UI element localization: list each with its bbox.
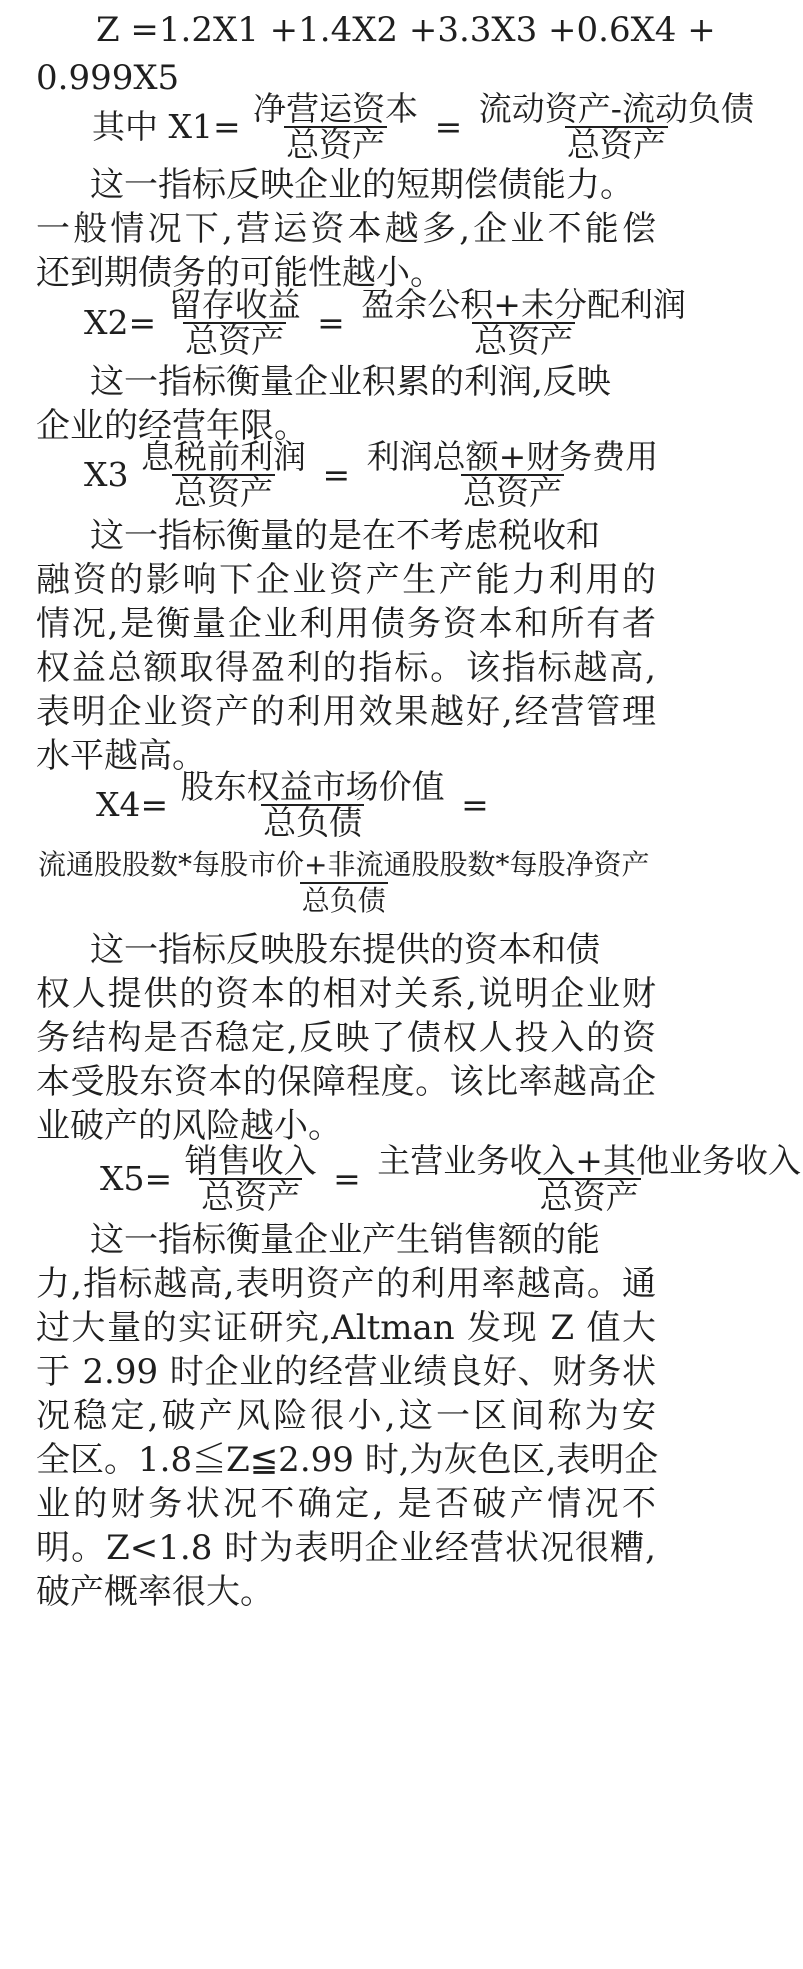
x5-numerator-1: 销售收入 — [184, 1141, 317, 1180]
z-formula-line1: Z =1.2X1 +1.4X2 +3.3X3 +0.6X4 + — [96, 10, 716, 50]
x3-denominator-2: 总资产 — [462, 473, 562, 512]
x4-label: X4= — [96, 785, 169, 824]
x4-fraction-2 — [36, 848, 651, 918]
x4-numerator-1: 股东权益市场价值 — [180, 767, 445, 806]
x1-numerator-1: 净营运资本 — [253, 89, 419, 128]
x3-numerator-2: 利润总额+财务费用 — [366, 437, 659, 476]
x1-equals: = — [434, 107, 463, 146]
x2-denominator-2: 总资产 — [474, 321, 574, 360]
x4-numerator-2: 流通股股数*每股市价+非流通股股数*每股净资产 — [38, 848, 650, 881]
x5-denominator-1: 总资产 — [201, 1177, 301, 1216]
x4-fraction-1 — [179, 767, 447, 842]
x5-fraction-2 — [375, 1141, 803, 1216]
p3-line-1: 这一指标衡量的是在不考虑税收和 — [90, 516, 600, 556]
x3-formula — [84, 437, 660, 512]
p5-line-7: 业的财务状况不确定, 是否破产情况不 — [36, 1484, 656, 1524]
p4-line-5: 业破产的风险越小。 — [36, 1106, 342, 1146]
x2-numerator-2: 盈余公积+未分配利润 — [361, 285, 686, 324]
p2-line-1: 这一指标衡量企业积累的利润,反映 — [90, 362, 611, 402]
x2-label: X2= — [84, 303, 157, 342]
x4-formula-top — [96, 767, 493, 842]
p5-line-5: 况稳定,破产风险很小,这一区间称为安 — [36, 1396, 656, 1436]
x3-fraction-1 — [139, 437, 308, 512]
x1-fraction-2 — [477, 89, 756, 164]
x4-denominator-1: 总负债 — [263, 803, 363, 842]
x2-fraction-2 — [359, 285, 688, 360]
x5-numerator-2: 主营业务收入+其他业务收入 — [377, 1141, 801, 1180]
p5-line-3: 过大量的实证研究,Altman 发现 Z 值大 — [36, 1308, 656, 1348]
x1-denominator-2: 总资产 — [566, 125, 666, 164]
p4-line-2: 权人提供的资本的相对关系,说明企业财 — [36, 974, 656, 1014]
x2-numerator-1: 留存收益 — [168, 285, 301, 324]
x5-fraction-1 — [183, 1141, 319, 1216]
p5-line-9: 破产概率很大。 — [36, 1572, 274, 1612]
p5-line-6: 全区。1.8≦Z≦2.99 时,为灰色区,表明企 — [36, 1440, 659, 1480]
p2-line-2: 企业的经营年限。 — [36, 406, 308, 446]
x4-denominator-2: 总负债 — [301, 884, 386, 917]
p5-line-4: 于 2.99 时企业的经营业绩良好、财务状 — [36, 1352, 656, 1392]
x1-label: 其中 X1= — [92, 107, 241, 146]
x5-equals: = — [333, 1159, 361, 1198]
p1-line-3: 还到期债务的可能性越小。 — [36, 253, 444, 293]
x3-numerator-1: 息税前利润 — [141, 437, 306, 476]
x5-label: X5= — [100, 1159, 173, 1198]
p4-line-3: 务结构是否稳定,反映了债权人投入的资 — [36, 1018, 656, 1058]
p5-line-2: 力,指标越高,表明资产的利用率越高。通 — [36, 1264, 656, 1304]
x3-label: X3 — [84, 455, 129, 494]
p5-line-1: 这一指标衡量企业产生销售额的能 — [90, 1220, 600, 1260]
x2-equals: = — [317, 303, 345, 342]
x3-denominator-1: 总资产 — [174, 473, 273, 512]
p1-line-1: 这一指标反映企业的短期偿债能力。 — [90, 165, 634, 205]
x5-formula — [100, 1141, 803, 1216]
x2-formula — [84, 285, 688, 360]
x1-fraction-1 — [251, 89, 420, 164]
x4-formula-bottom — [36, 848, 651, 918]
z-formula-line2: 0.999X5 — [36, 58, 180, 98]
p4-line-4: 本受股东资本的保障程度。该比率越高企 — [36, 1062, 656, 1102]
p3-line-3: 情况,是衡量企业利用债务资本和所有者 — [36, 604, 656, 644]
x1-numerator-2: 流动资产-流动负债 — [478, 89, 754, 128]
p1-line-2: 一般情况下,营运资本越多,企业不能偿 — [36, 209, 656, 249]
x2-fraction-1 — [167, 285, 303, 360]
x2-denominator-1: 总资产 — [185, 321, 285, 360]
x1-denominator-1: 总资产 — [286, 125, 386, 164]
p3-line-5: 表明企业资产的利用效果越好,经营管理 — [36, 692, 656, 732]
p3-line-6: 水平越高。 — [36, 736, 206, 776]
x3-fraction-2 — [365, 437, 661, 512]
x1-formula — [92, 89, 756, 164]
p3-line-4: 权益总额取得盈利的指标。该指标越高, — [36, 648, 656, 688]
x5-denominator-2: 总资产 — [539, 1177, 639, 1216]
x4-equals: = — [461, 785, 489, 824]
p3-line-2: 融资的影响下企业资产生产能力利用的 — [36, 560, 656, 600]
p5-line-8: 明。Z<1.8 时为表明企业经营状况很糟, — [36, 1528, 656, 1568]
p4-line-1: 这一指标反映股东提供的资本和债 — [90, 930, 600, 970]
x3-equals: = — [322, 455, 351, 494]
